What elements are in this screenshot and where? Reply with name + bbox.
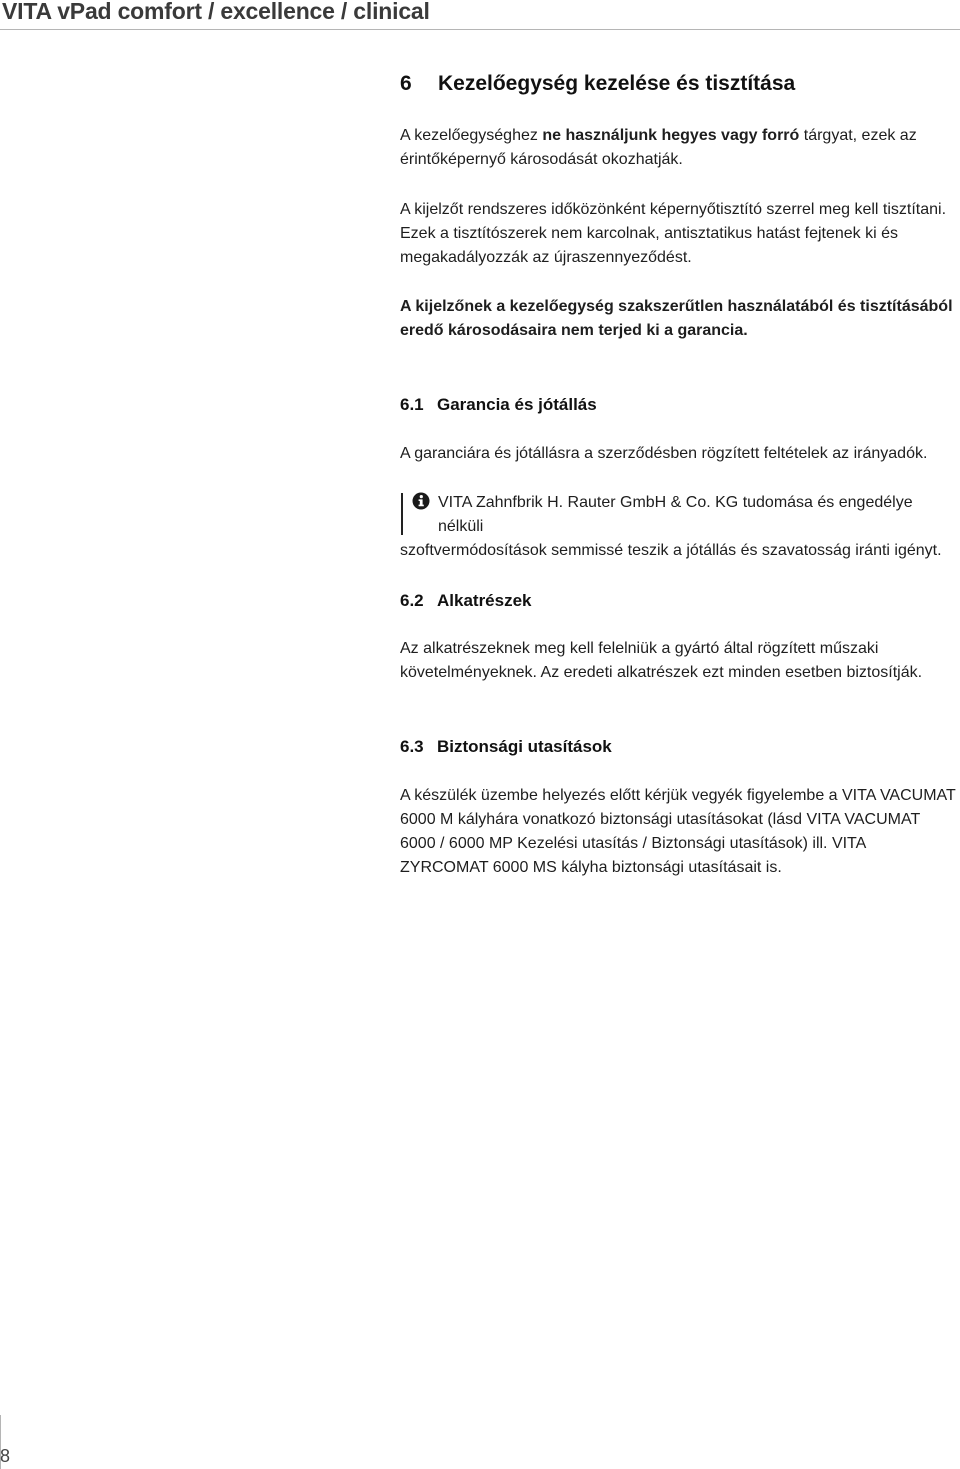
section-6-2-heading [400,589,956,613]
section-6-warning: A kijelzőnek a kezelőegység szakszerűtlen használatából és tisztításából eredő károsodásaira nem terjed ki a garancia. [400,298,953,339]
paragraph-text: tárgyat, ezek az érintőképernyő károsodását okozhatják. [400,127,917,168]
section-6-2-paragraph-1: Az alkatrészeknek meg kell felelniük a gyártó által rögzített műszaki követelményeknek. Az eredeti alkatrészek ezt minden esetben biztosítják. [400,640,923,681]
section-6-1-paragraph-1: A garanciára és jótállásra a szerződésben rögzített feltételek az irányadók. [400,445,928,462]
section-6-3-heading [400,735,956,759]
section-6-2-title: Alkatrészek [437,591,532,610]
section-6-paragraph-1 [400,124,956,172]
section-6-2-number: 6.2 [400,591,424,610]
section-6-3-title: Biztonsági utasítások [437,737,612,756]
document-title: VITA vPad comfort / excellence / clinical [2,0,430,24]
info-note [400,491,956,563]
section-6-1-title: Garancia és jótállás [437,395,597,414]
page-header [0,0,960,26]
section-6-1-number: 6.1 [400,395,424,414]
section-6-title: Kezelőegység kezelése és tisztítása [438,72,796,95]
note-margin-bar [401,493,403,535]
section-6-number: 6 [400,72,412,95]
section-6-1-heading [400,393,956,417]
section-6-heading [400,71,956,97]
section-6-3-number: 6.3 [400,737,424,756]
paragraph-text: A kezelőegységhez [400,127,543,144]
header-divider [0,29,960,30]
info-icon [412,492,430,510]
note-line-1: VITA Zahnfbrik H. Rauter GmbH & Co. KG tudomása és engedélye nélküli [438,494,913,535]
page-number: 8 [0,1446,11,1466]
section-6-paragraph-2: A kijelzőt rendszeres időközönként képernyőtisztító szerrel meg kell tisztítani. Ezek a tisztítószerek nem karcolnak, antisztatikus hatást fejtenek ki és megakadályozzák az újraszennyeződést. [400,201,947,266]
note-line-2: szoftvermódosítások semmissé teszik a jótállás és szavatosság iránti igényt. [400,542,942,559]
note-text [400,491,956,563]
section-6-3-paragraph-1: A készülék üzembe helyezés előtt kérjük vegyék figyelembe a VITA VACUMAT 6000 M kályhára vonatkozó biztonsági utasításokat (lásd VITA VACUMAT 6000 / 6000 MP Kezelési utasítás / Biztonsági utasítások) ill. VITA ZYRCOMAT 6000 MS kályha biztonsági utasításait is. [400,787,956,876]
paragraph-bold-text: ne használjunk hegyes vagy forró [542,127,800,144]
